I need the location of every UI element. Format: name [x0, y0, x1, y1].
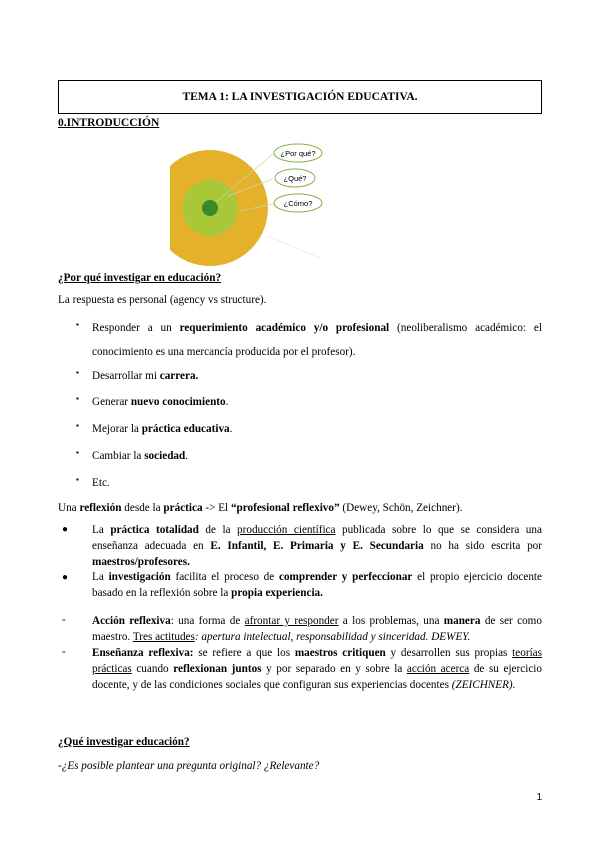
list-item: La práctica totalidad de la producción científica publicada sobre lo que se considera una enseñanza adecuada en E. Infantil, E. Primaria y E. Secundaria no ha sido escrita por maestros/profesores. [92, 524, 543, 568]
list-item: Desarrollar mi carrera. [92, 370, 199, 382]
diagram-label-como: ¿Cómo? [283, 199, 313, 208]
bullet-dot-icon: ● [62, 572, 69, 583]
bullet-icon: ▪ [76, 421, 79, 430]
bullet-icon: ▪ [76, 394, 79, 403]
bullet-dot-icon: ● [62, 524, 69, 535]
section-heading-why: ¿Por qué investigar en educación? [58, 272, 222, 284]
list-item: Responder a un requerimiento académico y/o profesional (neoliberalismo académico: el conocimiento es una mercancía producida por el profesor). [92, 322, 542, 358]
page-number: 1 [536, 792, 542, 803]
section-heading-what: ¿Qué investigar educación? [58, 736, 190, 748]
list-item: Acción reflexiva: una forma de afrontar y responder a los problemas, una manera de ser como maestro. Tres actitudes: apertura intelectual, responsabilidad y sinceridad. DEWEY. [92, 615, 542, 643]
dash-bullet: - [62, 646, 66, 658]
bullet-icon: ▪ [76, 475, 79, 484]
list-item: La investigación facilita el proceso de comprender y perfeccionar el propio ejercicio docente basado en la reflexión sobre la propia experiencia. [92, 571, 542, 599]
bullet-icon: ▪ [76, 320, 79, 329]
inner-circle [202, 200, 218, 216]
list-item: Generar nuevo conocimiento. [92, 396, 229, 408]
reflection-paragraph: Una reflexión desde la práctica -> El “profesional reflexivo” (Dewey, Schön, Zeichner). [58, 502, 463, 514]
section-intro: La respuesta es personal (agency vs structure). [58, 294, 267, 306]
bullet-icon: ▪ [76, 368, 79, 377]
list-item: Mejorar la práctica educativa. [92, 423, 233, 435]
dash-bullet: - [62, 614, 66, 626]
intro-heading: 0.INTRODUCCIÓN [58, 117, 160, 129]
concentric-circles-diagram [170, 136, 330, 266]
document-title: TEMA 1: LA INVESTIGACIÓN EDUCATIVA. [58, 80, 542, 114]
section-question: -¿Es posible plantear una pregunta original? ¿Relevante? [58, 760, 320, 772]
connector-line [268, 236, 320, 258]
bullet-icon: ▪ [76, 448, 79, 457]
diagram-label-que: ¿Qué? [283, 174, 307, 183]
list-item: Etc. [92, 477, 110, 489]
list-item: Cambiar la sociedad. [92, 450, 189, 462]
list-item: Enseñanza reflexiva: se refiere a que los maestros critiquen y desarrollen sus propias teorías prácticas cuando reflexionan juntos y por separado en y sobre la acción acerca de su ejercicio docente, y de las condiciones sociales que configuran sus experiencias docentes (ZEICHNER). [92, 647, 542, 691]
diagram-label-por-que: ¿Por qué? [280, 149, 316, 158]
